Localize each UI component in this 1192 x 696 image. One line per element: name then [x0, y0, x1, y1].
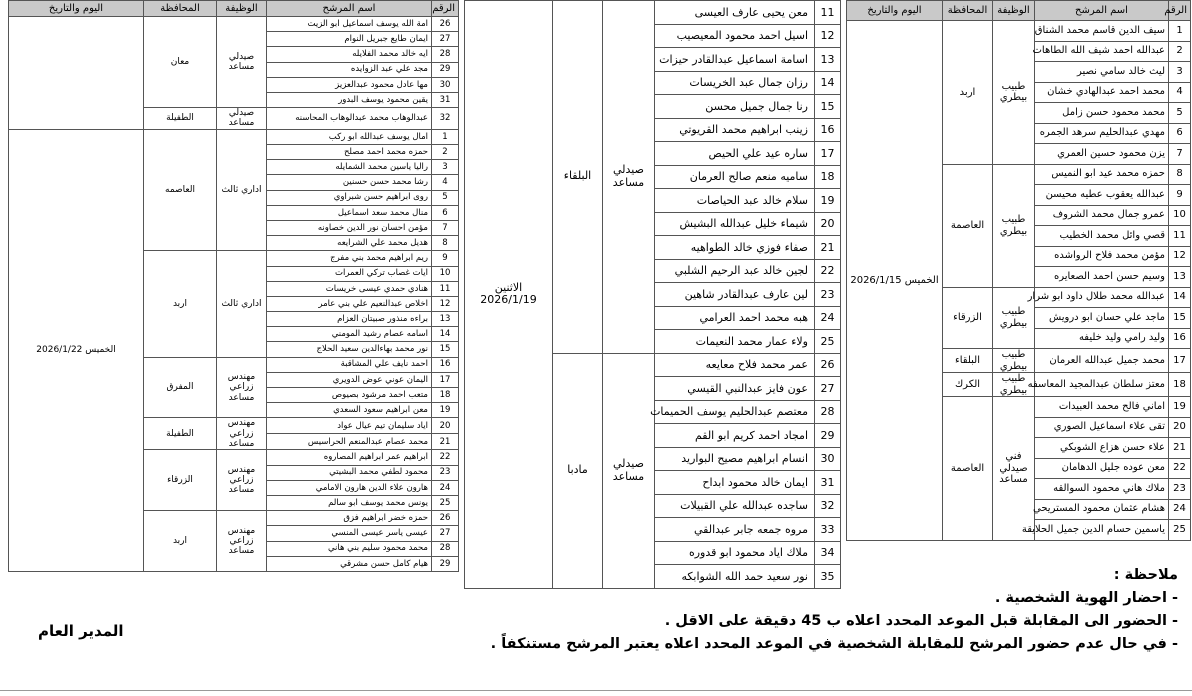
candidate-name: اياد سليمان تيم عيال عواد: [267, 418, 432, 434]
candidate-name: يونس محمد يوسف ابو سالم: [267, 495, 432, 510]
governorate: معان: [144, 17, 217, 108]
row-number: 17: [1169, 349, 1191, 373]
candidate-name: معتصم عبدالحليم يوسف الحميمات: [655, 400, 815, 424]
candidate-name: زينب ابراهيم محمد القريوتي: [655, 118, 815, 142]
candidate-name: وسيم حسن احمد الصعايره: [1035, 267, 1169, 288]
table-row: [847, 21, 1191, 42]
row-number: 24: [815, 306, 841, 330]
candidate-name: عبدالوهاب محمد عبدالوهاب المحاسنه: [267, 108, 432, 130]
row-number: 5: [1169, 103, 1191, 124]
row-number: 30: [432, 77, 459, 92]
row-number: 23: [432, 465, 459, 480]
candidate-name: عبدالله محمد طلال داود ابو شرار: [1035, 287, 1169, 308]
row-number: 13: [432, 312, 459, 327]
table-body: [465, 1, 841, 589]
candidate-name: سلام خالد عبد الحياصات: [655, 189, 815, 213]
row-number: 18: [432, 388, 459, 403]
row-number: 25: [815, 330, 841, 354]
candidate-name: محمد محمود حسن زامل: [1035, 103, 1169, 124]
governorate: البلقاء: [943, 349, 993, 373]
candidate-name: اسامة اسماعيل عبدالقادر حيزات: [655, 48, 815, 72]
row-number: 15: [815, 95, 841, 119]
row-number: 5: [432, 190, 459, 205]
row-number: 3: [432, 160, 459, 175]
job-title: طبيب بيطري: [993, 21, 1035, 165]
page-divider: [0, 690, 1192, 691]
candidate-name: ياسمين حسام الدين جميل الحلايقة: [1035, 520, 1169, 541]
row-number: 19: [432, 403, 459, 418]
row-number: 20: [432, 418, 459, 434]
candidate-name: عمر محمد فلاح معايعه: [655, 353, 815, 377]
job-title: مهندس زراعي مساعد: [217, 357, 267, 418]
row-number: 9: [1169, 185, 1191, 206]
row-number: 13: [1169, 267, 1191, 288]
row-number: 28: [432, 541, 459, 556]
table-row: [9, 17, 459, 32]
row-number: 2: [1169, 41, 1191, 62]
row-number: 18: [1169, 373, 1191, 397]
candidate-name: ساميه منعم صالح العرمان: [655, 165, 815, 189]
candidate-name: شيماء خليل عبدالله البشيش: [655, 212, 815, 236]
row-number: 14: [815, 71, 841, 95]
row-number: 35: [815, 565, 841, 589]
row-number: 11: [432, 281, 459, 296]
candidate-name: عيسى ياسر عيسى المنسي: [267, 526, 432, 541]
row-number: 15: [432, 342, 459, 357]
candidate-name: منال محمد سعد اسماعيل: [267, 205, 432, 220]
row-number: 23: [815, 283, 841, 307]
candidate-name: هارون علاء الدين هارون الامامي: [267, 480, 432, 495]
candidate-name: اخلاص عبدالنعيم علي بني عامر: [267, 296, 432, 311]
row-number: 29: [432, 556, 459, 571]
candidate-name: معن يحيى عارف العيسى: [655, 1, 815, 25]
header-governorate: المحافظة: [144, 1, 217, 17]
candidate-name: محمد احمد عبدالهادي خشان: [1035, 82, 1169, 103]
candidate-name: اسامه عصام رشيد المومني: [267, 327, 432, 342]
job-title: طبيب بيطري: [993, 349, 1035, 373]
row-number: 31: [432, 92, 459, 107]
header-job: الوظيفة: [993, 1, 1035, 21]
candidate-name: قصي وائل محمد الخطيب: [1035, 226, 1169, 247]
row-number: 20: [815, 212, 841, 236]
governorate: العاصمه: [144, 129, 217, 251]
row-number: 29: [815, 424, 841, 448]
candidate-name: ابراهيم عمر ابراهيم المصاروه: [267, 450, 432, 465]
header-day-date: اليوم والتاريخ: [847, 1, 943, 21]
row-number: 32: [815, 494, 841, 518]
row-number: 12: [432, 296, 459, 311]
candidate-name: ولاء عمار محمد النعيمات: [655, 330, 815, 354]
row-number: 1: [1169, 21, 1191, 42]
row-number: 17: [432, 372, 459, 387]
candidate-name: لجين خالد عبد الرحيم الشلبي: [655, 259, 815, 283]
candidate-name: رشا محمد حسن حسنين: [267, 175, 432, 190]
row-number: 9: [432, 251, 459, 266]
candidate-name: ايه خالد محمد الفلايله: [267, 47, 432, 62]
job-title: مهندس زراعي مساعد: [217, 418, 267, 450]
job-title: صيدلي مساعد: [603, 353, 655, 588]
candidate-name: هيام كامل حسن مشرقي: [267, 556, 432, 571]
table-row: [465, 1, 841, 25]
row-number: 26: [432, 511, 459, 526]
job-title: طبيب بيطري: [993, 287, 1035, 349]
note-item: - الحضور الى المقابلة قبل الموعد المحدد اعلاه ب 45 دقيقة على الاقل .: [664, 613, 1178, 629]
candidate-name: معتز سلطان عبدالمجيد المعاسفه: [1035, 373, 1169, 397]
row-number: 15: [1169, 308, 1191, 329]
candidate-name: رنا جمال جميل محسن: [655, 95, 815, 119]
candidate-name: مؤمن محمد فلاح الرواشده: [1035, 246, 1169, 267]
candidate-name: روى ابراهيم حسن شبراوي: [267, 190, 432, 205]
candidate-name: رزان جمال عبد الخريسات: [655, 71, 815, 95]
row-number: 25: [432, 495, 459, 510]
governorate: البلقاء: [553, 1, 603, 354]
candidates-table: [464, 0, 841, 589]
row-number: 34: [815, 541, 841, 565]
candidate-name: محمد جميل عبدالله العرمان: [1035, 349, 1169, 373]
row-number: 11: [815, 1, 841, 25]
candidate-name: يقين محمود يوسف البدور: [267, 92, 432, 107]
candidate-name: مها عادل محمود عبدالعزيز: [267, 77, 432, 92]
candidate-name: عبدالله احمد شيف الله الطاهات: [1035, 41, 1169, 62]
candidate-name: اليمان عوني عوض الدويري: [267, 372, 432, 387]
candidate-name: ايات غصاب تركي العمرات: [267, 266, 432, 281]
candidate-name: يزن محمود حسين العمري: [1035, 144, 1169, 165]
job-title: مهندس زراعي مساعد: [217, 511, 267, 572]
candidate-name: ملاك هاني محمود السوالقه: [1035, 479, 1169, 500]
governorate: اربد: [144, 511, 217, 572]
governorate: الزرقاء: [943, 287, 993, 349]
job-title: اداري ثالث: [217, 251, 267, 357]
row-number: 7: [1169, 144, 1191, 165]
table-panel-jan22: [8, 0, 458, 572]
row-number: 26: [432, 17, 459, 32]
candidate-name: امال يوسف عبدالله ابو ركب: [267, 129, 432, 144]
candidate-name: براءه منذور صبيتان العزام: [267, 312, 432, 327]
row-number: 19: [1169, 397, 1191, 418]
table-panel-jan19: [464, 0, 840, 589]
candidate-name: ساجده عبدالله علي القبيلات: [655, 494, 815, 518]
row-number: 7: [432, 220, 459, 235]
candidate-name: صفاء فوزي خالد الطواهيه: [655, 236, 815, 260]
row-number: 1: [432, 129, 459, 144]
row-number: 31: [815, 471, 841, 495]
candidate-name: ملاك اياد محمود ابو قدوره: [655, 541, 815, 565]
candidate-name: محمد عصام عبدالمنعم الحراسيس: [267, 434, 432, 450]
governorate: الزرقاء: [144, 450, 217, 511]
candidate-name: نور سعيد حمد الله الشوابكه: [655, 565, 815, 589]
row-number: 30: [815, 447, 841, 471]
row-number: 21: [1169, 438, 1191, 459]
row-number: 6: [432, 205, 459, 220]
row-number: 13: [815, 48, 841, 72]
candidate-name: هديل محمد علي الشرايعه: [267, 236, 432, 251]
row-number: 11: [1169, 226, 1191, 247]
table-header-row: [847, 1, 1191, 21]
candidate-name: نور محمد بهاءالدين سعيد الحلاج: [267, 342, 432, 357]
row-number: 24: [1169, 499, 1191, 520]
candidate-name: ايمان خالد محمود ابداح: [655, 471, 815, 495]
row-number: 10: [432, 266, 459, 281]
signature-title: المدير العام: [38, 622, 124, 640]
candidate-name: ريم ابراهيم محمد بني مفرج: [267, 251, 432, 266]
candidate-name: ليث خالد سامي نصير: [1035, 62, 1169, 83]
candidate-name: وليد رامي وليد خليفه: [1035, 328, 1169, 349]
governorate: الطفيلة: [144, 418, 217, 450]
job-title: فني صيدلي مساعد: [993, 397, 1035, 541]
governorate: مادبا: [553, 353, 603, 588]
candidate-name: حمزه محمد عيد ابو النميس: [1035, 164, 1169, 185]
candidate-name: معن عوده جليل الدهامان: [1035, 458, 1169, 479]
candidate-name: انسام ابراهيم مصيح البواريد: [655, 447, 815, 471]
row-number: 16: [1169, 328, 1191, 349]
header-name: اسم المرشح: [1035, 1, 1169, 21]
candidate-name: حمزه محمد احمد مصلح: [267, 145, 432, 160]
candidate-name: اسيل احمد محمود المعيصيب: [655, 24, 815, 48]
candidate-name: متعب احمد مرشود بصيوص: [267, 388, 432, 403]
candidate-name: احمد نايف علي المشاقبة: [267, 357, 432, 372]
header-day-date: اليوم والتاريخ: [9, 1, 144, 17]
row-number: 27: [432, 32, 459, 47]
candidate-name: هنادي حمدي عيسى خريسات: [267, 281, 432, 296]
header-governorate: المحافظة: [943, 1, 993, 21]
row-number: 17: [815, 142, 841, 166]
candidate-name: محمود لطفي محمد البشيتي: [267, 465, 432, 480]
governorate: العاصمة: [943, 164, 993, 287]
table-row: [9, 129, 459, 144]
candidates-table: [846, 0, 1191, 541]
candidate-name: محمد محمود سليم بني هاني: [267, 541, 432, 556]
governorate: الطفيلة: [144, 108, 217, 130]
row-number: 21: [432, 434, 459, 450]
row-number: 4: [432, 175, 459, 190]
row-number: 14: [432, 327, 459, 342]
candidate-name: راليا ياسين محمد الشمايله: [267, 160, 432, 175]
row-number: 29: [432, 62, 459, 77]
candidate-name: مروه جمعه جابر عبدالقي: [655, 518, 815, 542]
row-number: 8: [1169, 164, 1191, 185]
candidate-name: عون فايز عبدالنبي القيسي: [655, 377, 815, 401]
candidate-name: هشام عثمان محمود المستريحي: [1035, 499, 1169, 520]
row-number: 27: [815, 377, 841, 401]
row-number: 16: [815, 118, 841, 142]
job-title: صيدلي مساعد: [217, 17, 267, 108]
table-body-top: [9, 17, 459, 130]
row-number: 18: [815, 165, 841, 189]
row-number: 3: [1169, 62, 1191, 83]
candidate-name: هبه محمد احمد العرامي: [655, 306, 815, 330]
candidate-name: مؤمن احسان نور الدين خصاونه: [267, 220, 432, 235]
row-number: 22: [432, 450, 459, 465]
row-number: 12: [815, 24, 841, 48]
governorate: الكرك: [943, 373, 993, 397]
job-title: مهندس زراعي مساعد: [217, 450, 267, 511]
candidate-name: ماجد علي حسان ابو درويش: [1035, 308, 1169, 329]
governorate: اربد: [144, 251, 217, 357]
row-number: 22: [1169, 458, 1191, 479]
table-panel-jan15: [846, 0, 1190, 541]
row-number: 32: [432, 108, 459, 130]
row-number: 19: [815, 189, 841, 213]
interview-date: الاثنين 2026/1/19: [465, 1, 553, 589]
table-header-row: [9, 1, 459, 17]
candidate-name: حمزه خضر ابراهيم فزق: [267, 511, 432, 526]
candidate-name: عمرو جمال محمد الشروف: [1035, 205, 1169, 226]
header-num: الرقم: [432, 1, 459, 17]
candidate-name: علاء حسن هزاع الشوبكي: [1035, 438, 1169, 459]
row-number: 23: [1169, 479, 1191, 500]
candidate-name: تقى علاء اسماعيل الصوري: [1035, 417, 1169, 438]
row-number: 16: [432, 357, 459, 372]
job-title: صيدلي مساعد: [603, 1, 655, 354]
row-number: 22: [815, 259, 841, 283]
row-number: 8: [432, 236, 459, 251]
table-body: [9, 129, 459, 571]
governorate: العاصمة: [943, 397, 993, 541]
candidate-name: مجد علي عبد الزوايده: [267, 62, 432, 77]
candidate-name: ساره عيد علي الحيص: [655, 142, 815, 166]
job-title: طبيب بيطري: [993, 373, 1035, 397]
row-number: 6: [1169, 123, 1191, 144]
governorate: اربد: [943, 21, 993, 165]
row-number: 28: [432, 47, 459, 62]
interview-date: الخميس 2026/1/15: [847, 21, 943, 541]
row-number: 24: [432, 480, 459, 495]
note-item: - احضار الهوية الشخصية .: [994, 590, 1178, 606]
candidate-name: عبدالله يعقوب عطيه محيسن: [1035, 185, 1169, 206]
empty-date-cell: [9, 17, 144, 130]
row-number: 10: [1169, 205, 1191, 226]
notes-title: ملاحظة :: [1113, 567, 1178, 583]
candidate-name: امجاد احمد كريم ابو القم: [655, 424, 815, 448]
row-number: 27: [432, 526, 459, 541]
row-number: 25: [1169, 520, 1191, 541]
candidate-name: امة الله يوسف اسماعيل ابو الزيت: [267, 17, 432, 32]
candidate-name: لين عارف عبدالقادر شاهين: [655, 283, 815, 307]
note-item: - في حال عدم حضور المرشح للمقابلة الشخصية في الموعد المحدد اعلاه يعتبر المرشح مستنكفاً .: [490, 636, 1178, 652]
candidate-name: سيف الدين قاسم محمد الشناق: [1035, 21, 1169, 42]
candidate-name: مهدي عبدالحليم سرهد الجمره: [1035, 123, 1169, 144]
row-number: 33: [815, 518, 841, 542]
row-number: 21: [815, 236, 841, 260]
header-name: اسم المرشح: [267, 1, 432, 17]
candidate-name: معن ابراهيم سعود السعدي: [267, 403, 432, 418]
header-num: الرقم: [1169, 1, 1191, 21]
interview-date: الخميس 2026/1/22: [9, 129, 144, 571]
governorate: المفرق: [144, 357, 217, 418]
table-body: [847, 21, 1191, 541]
candidate-name: ايمان طايع جبريل النوام: [267, 32, 432, 47]
row-number: 20: [1169, 417, 1191, 438]
job-title: طبيب بيطري: [993, 164, 1035, 287]
candidates-table: [8, 0, 459, 572]
row-number: 28: [815, 400, 841, 424]
job-title: اداري ثالث: [217, 129, 267, 251]
job-title: صيدلي مساعد: [217, 108, 267, 130]
row-number: 4: [1169, 82, 1191, 103]
candidate-name: اماني فالح محمد العبيدات: [1035, 397, 1169, 418]
row-number: 12: [1169, 246, 1191, 267]
header-job: الوظيفة: [217, 1, 267, 17]
notes-section: [491, 564, 1178, 656]
row-number: 26: [815, 353, 841, 377]
row-number: 14: [1169, 287, 1191, 308]
row-number: 2: [432, 145, 459, 160]
